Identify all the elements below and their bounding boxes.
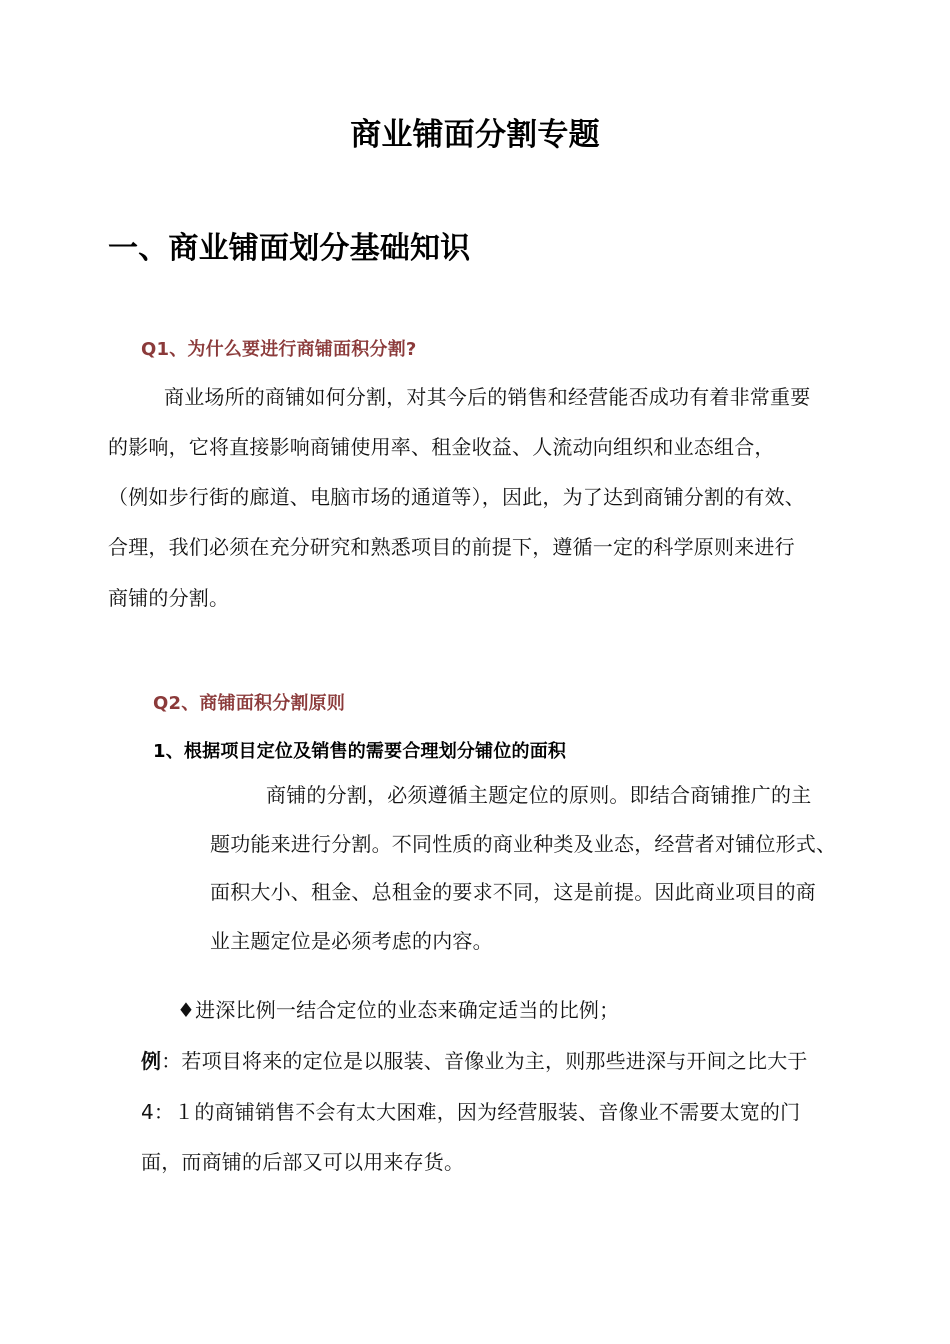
example-line: 4：１的商铺销售不会有太大困难，因为经营服装、音像业不需要太宽的门 bbox=[141, 1100, 801, 1124]
principle-paragraph-line: 业主题定位是必须考虑的内容。 bbox=[210, 929, 493, 953]
q1-paragraph-line: （例如步行街的廊道、电脑市场的通道等），因此，为了达到商铺分割的有效、 bbox=[108, 485, 805, 509]
q1-heading: Q1、为什么要进行商铺面积分割? bbox=[141, 339, 417, 360]
example-line bbox=[141, 1049, 808, 1073]
principle-heading: 1、根据项目定位及销售的需要合理划分铺位的面积 bbox=[153, 741, 567, 762]
q2-heading: Q2、商铺面积分割原则 bbox=[153, 693, 346, 714]
example-text: ：若项目将来的定位是以服装、音像业为主，则那些进深与开间之比大于 bbox=[161, 1049, 808, 1073]
q1-paragraph-line: 的影响，它将直接影响商铺使用率、租金收益、人流动向组织和业态组合， bbox=[108, 435, 775, 459]
q1-paragraph-line: 合理，我们必须在充分研究和熟悉项目的前提下，遵循一定的科学原则来进行 bbox=[108, 535, 795, 559]
section-heading: 一、商业铺面划分基础知识 bbox=[108, 231, 471, 266]
document-title: 商业铺面分割专题 bbox=[350, 117, 600, 153]
principle-paragraph-line: 面积大小、租金、总租金的要求不同，这是前提。因此商业项目的商 bbox=[210, 880, 816, 904]
bullet-point: ♦进深比例一结合定位的业态来确定适当的比例； bbox=[177, 998, 620, 1022]
q1-paragraph-line: 商业场所的商铺如何分割，对其今后的销售和经营能否成功有着非常重要 bbox=[164, 385, 811, 409]
example-line: 面，而商铺的后部又可以用来存货。 bbox=[141, 1150, 465, 1174]
principle-paragraph-line: 商铺的分割，必须遵循主题定位的原则。即结合商铺推广的主 bbox=[266, 783, 812, 807]
example-label: 例 bbox=[141, 1049, 162, 1073]
principle-paragraph-line: 题功能来进行分割。不同性质的商业种类及业态，经营者对铺位形式、 bbox=[210, 832, 837, 856]
q1-paragraph-line: 商铺的分割。 bbox=[108, 586, 230, 610]
